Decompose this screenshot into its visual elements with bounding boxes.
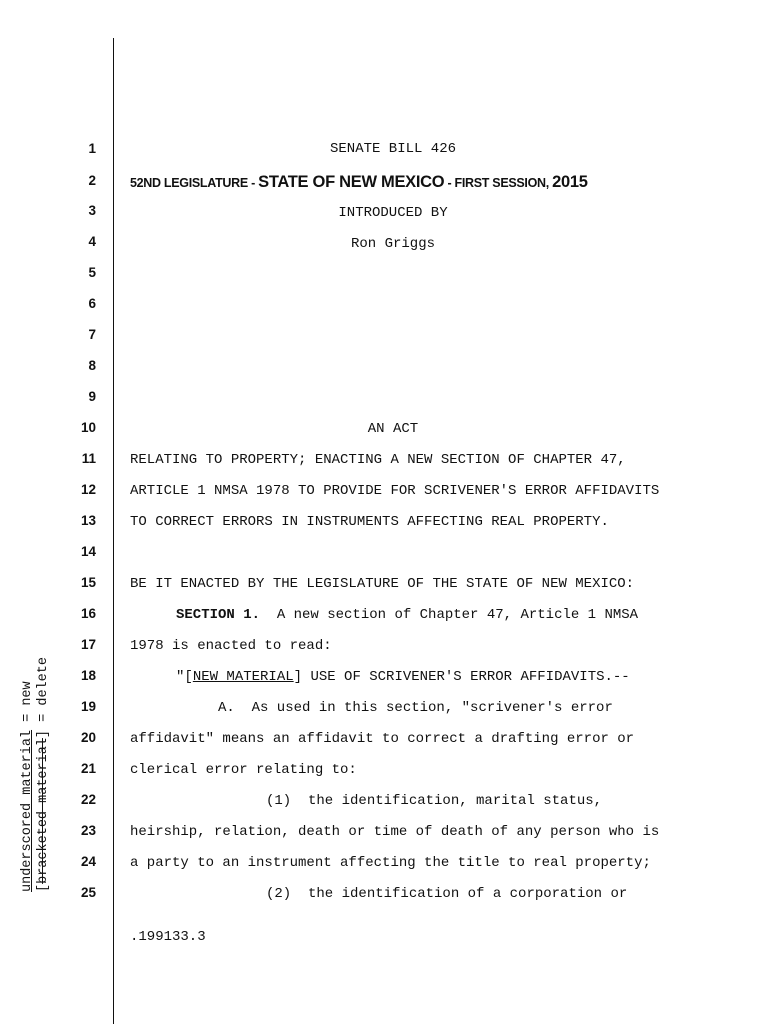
legislature-part2: STATE OF NEW MEXICO — [258, 173, 445, 191]
body-line-16 — [176, 607, 638, 623]
line-number: 21 — [80, 761, 96, 776]
legislature-part3: - FIRST SESSION, — [444, 176, 553, 190]
line-number: 11 — [81, 451, 96, 466]
sponsor-name: Ron Griggs — [350, 236, 435, 252]
legend-new — [20, 657, 36, 892]
line-number: 23 — [80, 823, 96, 838]
body-line-20: affidavit" means an affidavit to correct a drafting error or — [130, 731, 635, 747]
body-line-13: TO CORRECT ERRORS IN INSTRUMENTS AFFECTING REAL PROPERTY. — [130, 514, 609, 530]
line-number: 13 — [80, 513, 96, 528]
line-number: 1 — [88, 141, 96, 156]
legend-bracketed: bracketed material — [36, 738, 51, 884]
line-number: 6 — [88, 296, 96, 311]
legend-underscored: underscored material — [20, 729, 35, 892]
body-line-21: clerical error relating to: — [130, 762, 357, 778]
new-material-open: "[ — [176, 669, 193, 685]
legislature-line — [130, 172, 588, 193]
legend-delete — [36, 657, 52, 892]
line-number: 8 — [88, 358, 96, 373]
line-number: 19 — [80, 699, 96, 714]
line-number: 20 — [80, 730, 96, 745]
line-number: 17 — [80, 637, 96, 652]
body-line-15: BE IT ENACTED BY THE LEGISLATURE OF THE STATE OF NEW MEXICO: — [130, 576, 635, 592]
body-line-17: 1978 is enacted to read: — [130, 638, 332, 654]
line-number: 18 — [80, 668, 96, 683]
introduced-by: INTRODUCED BY — [338, 205, 448, 221]
line-number: 25 — [80, 885, 96, 900]
line-number: 2 — [88, 173, 96, 188]
line-number: 3 — [88, 203, 96, 218]
body-line-19: A. As used in this section, "scrivener's error — [218, 700, 613, 716]
section-text: A new section of Chapter 47, Article 1 NMSA — [260, 607, 639, 623]
side-legend — [20, 657, 52, 892]
bill-title: SENATE BILL 426 — [329, 141, 457, 157]
margin-rule — [113, 38, 114, 1024]
body-line-25: (2) the identification of a corporation or — [266, 886, 628, 902]
line-number: 16 — [80, 606, 96, 621]
document-code: .199133.3 — [130, 929, 206, 945]
section-heading: SECTION 1. — [176, 607, 261, 623]
body-line-24: a party to an instrument affecting the title to real property; — [130, 855, 651, 871]
line-number: 4 — [88, 234, 96, 249]
body-line-12: ARTICLE 1 NMSA 1978 TO PROVIDE FOR SCRIVENER'S ERROR AFFIDAVITS — [130, 483, 660, 499]
line-number: 7 — [88, 327, 96, 342]
line-number: 14 — [80, 544, 96, 559]
body-line-23: heirship, relation, death or time of death of any person who is — [130, 824, 660, 840]
body-line-18 — [176, 669, 630, 685]
line-number: 9 — [88, 389, 96, 404]
line-number: 22 — [80, 792, 96, 807]
legend-new-label: = new — [20, 681, 35, 730]
line-number: 12 — [80, 482, 96, 497]
line-number: 24 — [80, 854, 96, 869]
legislature-part1: 52ND LEGISLATURE - — [130, 176, 259, 190]
line-number: 15 — [80, 575, 96, 590]
legend-bracket-open: [ — [36, 883, 51, 892]
legend-delete-label: = delete — [36, 657, 51, 730]
body-line-22: (1) the identification, marital status, — [266, 793, 603, 809]
act-heading: AN ACT — [367, 421, 419, 437]
line-number: 10 — [80, 420, 96, 435]
new-material-tag: NEW MATERIAL — [192, 669, 294, 685]
line-number: 5 — [88, 265, 96, 280]
new-material-heading: ] USE OF SCRIVENER'S ERROR AFFIDAVITS.-- — [293, 669, 630, 685]
legend-bracket-close: ] — [36, 729, 51, 739]
body-line-11: RELATING TO PROPERTY; ENACTING A NEW SECTION OF CHAPTER 47, — [130, 452, 626, 468]
legislature-part4: 2015 — [552, 173, 588, 191]
